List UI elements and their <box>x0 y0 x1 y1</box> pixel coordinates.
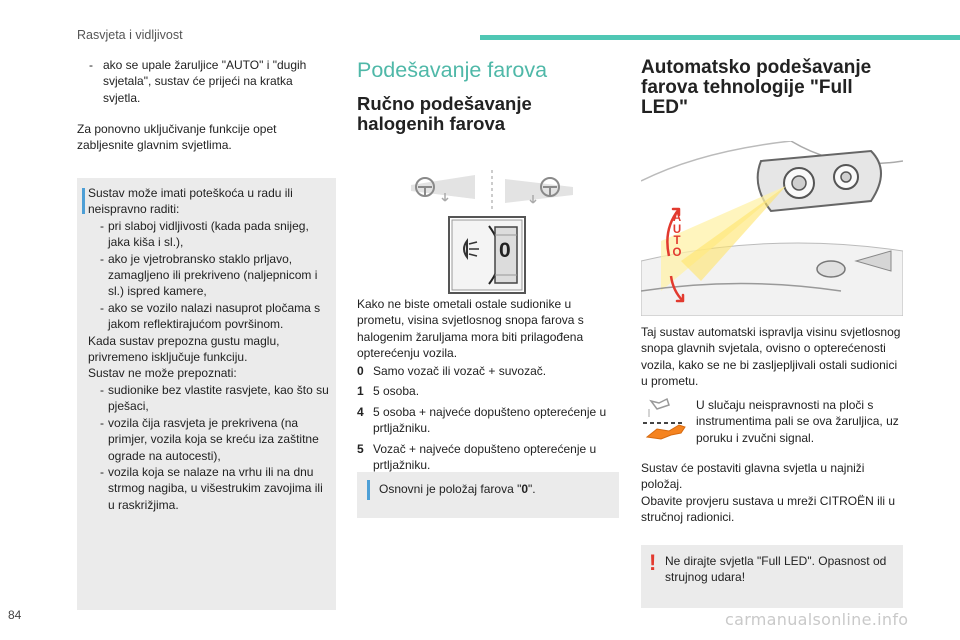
info-fog: Kada sustav prepozna gustu maglu, privremeno isključuje funkciju. <box>88 333 280 365</box>
dial-value: 0 <box>499 239 511 262</box>
info-icon <box>367 480 370 500</box>
auto-leveling-heading: Automatsko podešavanje farova tehnologije "Full LED" <box>641 57 872 118</box>
load-settings-list <box>357 363 619 473</box>
warning-lamp-text: U slučaju neispravnosti na ploči s instrumentima pali se ova žaruljica, uz poruku i zvučni signal. <box>696 398 899 445</box>
info-box-content <box>88 185 330 513</box>
headlamp-fault-warning-icon <box>641 395 687 441</box>
reactivate-paragraph: Za ponovno uključivanje funkcije opet zabljesnite glavnim svjetlima. <box>77 122 277 153</box>
beam-height-paragraph: Kako ne biste ometali ostale sudionike u prometu, visina svjetlosnog snopa farova s halogenim žaruljama mora biti prilagođena opterećenju vozila. <box>357 297 584 361</box>
col3-paragraph-2 <box>641 460 903 526</box>
section-title: Rasvjeta i vidljivost <box>77 28 183 42</box>
col3-paragraph <box>641 324 903 390</box>
info-box-limitations <box>77 178 336 610</box>
list-item: - vozila koja se nalaze na vrhu ili na dnu strmog nagiba, u višestrukim zavojima ili u raskrižjima. <box>88 464 330 513</box>
headlight-adjust-illustration <box>405 165 580 295</box>
list-item: - ako se vozilo nalazi nasuprot pločama s jakom reflektirajućom površinom. <box>88 300 330 333</box>
list-item: 4 5 osoba + najveće dopušteno opterećenje u prtljažniku. <box>357 404 607 436</box>
list-item: - pri slaboj vidljivosti (kada pada snijeg, jaka kiša i sl.), <box>88 218 330 251</box>
bullet-auto: - ako se upale žaruljice "AUTO" i "dugih svjetala", sustav će prijeći na kratka svjetla. <box>77 57 327 106</box>
auto-label: A U T O <box>672 212 682 259</box>
headlamp-beam-low-icon <box>505 178 573 203</box>
default-position-note: Osnovni je položaj farova "0". <box>379 482 536 496</box>
lowest-position-text: Sustav će postaviti glavna svjetla u najniži položaj. <box>641 461 865 492</box>
page-title: Podešavanje farova <box>357 58 548 82</box>
info-icon <box>82 188 85 214</box>
danger-text: Ne dirajte svjetla "Full LED". Opasnost od strujnog udara! <box>665 554 887 585</box>
watermark: carmanualsonline.info <box>725 610 909 629</box>
col1-paragraph <box>77 121 327 154</box>
danger-box <box>641 545 903 608</box>
info-intro: Sustav može imati poteškoća u radu ili neispravno raditi: <box>88 186 293 217</box>
dealer-check-text: Obavite provjeru sustava u mreži CITROËN ili u stručnoj radionici. <box>641 493 896 525</box>
list-item: 0 Samo vozač ili vozač + suvozač. <box>357 364 547 378</box>
info-box-default <box>357 472 619 518</box>
list-item: - sudionike bez vlastite rasvjete, kao što su pješaci, <box>88 382 330 415</box>
manual-adjust-heading: Ručno podešavanje halogenih farova <box>357 93 532 134</box>
list-item: 1 5 osoba. <box>357 384 420 399</box>
warning-text-block <box>696 397 906 446</box>
col1-top-bullet <box>77 57 327 106</box>
info-cannot-detect: Sustav ne može prepoznati: <box>88 366 237 381</box>
header-accent-bar <box>480 35 960 40</box>
headlamp-beam-high-icon <box>411 175 475 201</box>
headlamp-dial-icon <box>449 217 525 293</box>
col2-paragraph <box>357 296 619 362</box>
page-number: 84 <box>8 608 22 622</box>
danger-icon: ! <box>649 550 657 575</box>
auto-leveling-description: Taj sustav automatski ispravlja visinu svjetlosnog snopa glavnih svjetala, ovisno o opterećenosti vozila, kako se ne bi zasljepljivali ostali sudionici u prometu. <box>641 325 901 389</box>
list-item: 5 Vozač + najveće dopušteno opterećenje u prtljažniku. <box>357 441 597 473</box>
list-item: - vozila čija rasvjeta je prekrivena (na primjer, vozila koja se kreću iza zaštitne ograde na autocesti), <box>88 415 330 464</box>
list-item: - ako je vjetrobransko staklo prljavo, zamagljeno ili prekriveno (naljepnicom i sl.) ispred kamere, <box>88 251 330 300</box>
